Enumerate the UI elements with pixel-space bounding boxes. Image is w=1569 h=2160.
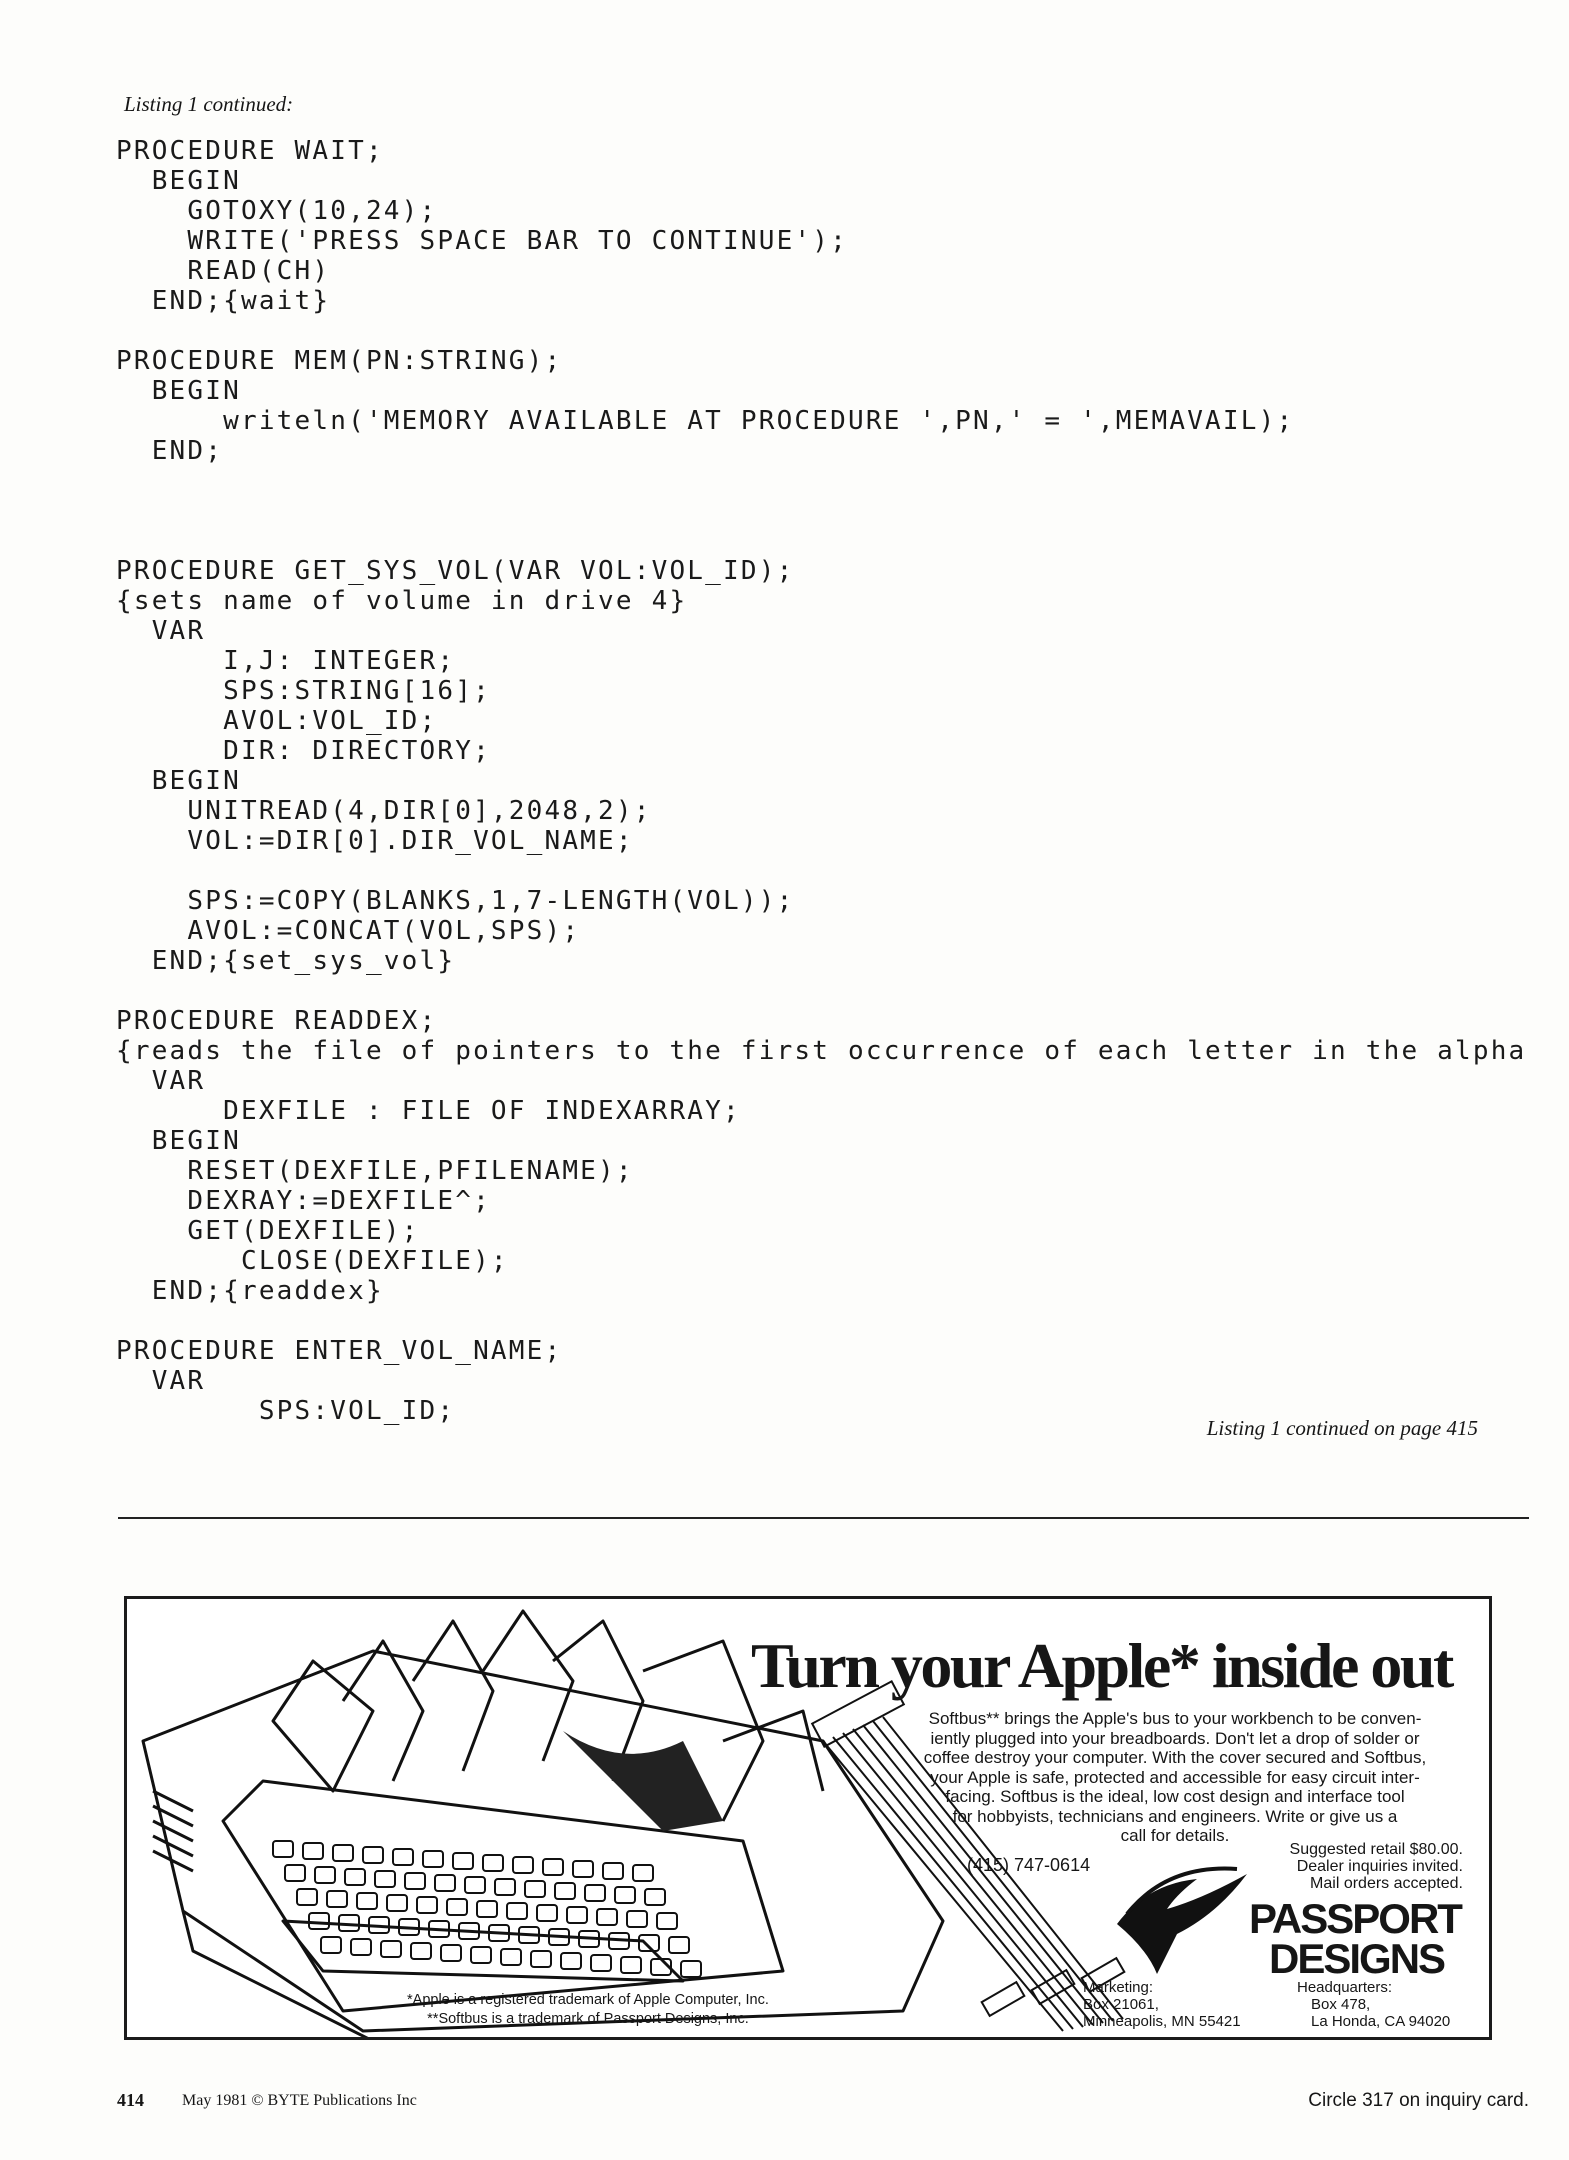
code-line: WRITE('PRESS SPACE BAR TO CONTINUE'); <box>116 226 848 256</box>
keyboard-key <box>633 1865 653 1881</box>
code-line: PROCEDURE ENTER_VOL_NAME; <box>116 1336 563 1366</box>
keyboard-key <box>423 1851 443 1867</box>
publication-line: May 1981 © BYTE Publications Inc <box>182 2092 417 2109</box>
keyboard-key <box>345 1869 365 1885</box>
keyboard-key <box>285 1865 305 1881</box>
keyboard-key <box>621 1957 641 1973</box>
code-line: VOL:=DIR[0].DIR_VOL_NAME; <box>116 826 634 856</box>
code-line: {reads the file of pointers to the first occurrence of each letter in the alpha <box>116 1036 1527 1066</box>
code-line: END;{readdex} <box>116 1276 384 1306</box>
trademark-line: **Softbus is a trademark of Passport Designs, Inc. <box>427 2011 749 2027</box>
logo-line: DESIGNS <box>1269 1935 1445 1982</box>
code-line: {sets name of volume in drive 4} <box>116 586 688 616</box>
keyboard-key <box>363 1847 383 1863</box>
keyboard-key <box>477 1901 497 1917</box>
code-line <box>116 976 1526 1006</box>
keyboard-key <box>645 1889 665 1905</box>
continuation-note: Listing 1 continued on page 415 <box>1206 1416 1478 1440</box>
code-line: I,J: INTEGER; <box>116 646 456 676</box>
code-line <box>116 316 1526 346</box>
keyboard-key <box>603 1863 623 1879</box>
keyboard-key <box>303 1843 323 1859</box>
keyboard-key <box>495 1879 515 1895</box>
ad-retail-info <box>1233 1841 1463 1892</box>
code-line: PROCEDURE MEM(PN:STRING); <box>116 346 563 376</box>
code-line: AVOL:=CONCAT(VOL,SPS); <box>116 916 581 946</box>
keyboard-key <box>375 1871 395 1887</box>
keyboard-key <box>435 1875 455 1891</box>
keyboard-key <box>585 1885 605 1901</box>
code-line: PROCEDURE WAIT; <box>116 136 384 166</box>
address-line: Box 21061, <box>1083 1996 1159 2013</box>
code-line: DIR: DIRECTORY; <box>116 736 491 766</box>
code-line: BEGIN <box>116 766 241 796</box>
code-line: BEGIN <box>116 376 241 406</box>
keyboard-key <box>405 1873 425 1889</box>
address-line: La Honda, CA 94020 <box>1311 2013 1451 2030</box>
keyboard-key <box>411 1943 431 1959</box>
keyboard-key <box>387 1895 407 1911</box>
page-number: 414 <box>117 2090 144 2110</box>
keyboard-key <box>681 1961 701 1977</box>
keyboard-key <box>321 1937 341 1953</box>
keyboard-key <box>393 1849 413 1865</box>
ad-body-copy <box>869 1709 1481 1846</box>
code-line: READ(CH) <box>116 256 331 286</box>
code-line: UNITREAD(4,DIR[0],2048,2); <box>116 796 652 826</box>
keyboard-key <box>525 1881 545 1897</box>
keyboard-key <box>273 1841 293 1857</box>
keyboard-key <box>561 1953 581 1969</box>
code-line: SPS:VOL_ID; <box>116 1396 456 1426</box>
keyboard-key <box>615 1887 635 1903</box>
code-line <box>116 466 1526 496</box>
code-line: DEXRAY:=DEXFILE^; <box>116 1186 491 1216</box>
code-line: END;{wait} <box>116 286 331 316</box>
keyboard-key <box>597 1909 617 1925</box>
code-line: PROCEDURE READDEX; <box>116 1006 438 1036</box>
keyboard-key <box>507 1903 527 1919</box>
keyboard-key <box>471 1947 491 1963</box>
section-divider <box>118 1517 1529 1519</box>
code-line <box>116 526 1526 556</box>
code-line: CLOSE(DEXFILE); <box>116 1246 509 1276</box>
headquarters-address <box>1297 1979 1450 2030</box>
address-line: Box 478, <box>1311 1996 1371 2013</box>
keyboard-key <box>537 1905 557 1921</box>
code-line <box>116 1306 1526 1336</box>
code-line <box>116 496 1526 526</box>
softbus-advertisement <box>124 1596 1492 2040</box>
keyboard-key <box>573 1861 593 1877</box>
code-line: END;{set_sys_vol} <box>116 946 456 976</box>
address-line: Headquarters: <box>1297 1979 1393 1996</box>
keyboard-key <box>513 1857 533 1873</box>
passport-bird-logo-icon <box>1107 1854 1257 1984</box>
keyboard-key <box>627 1911 647 1927</box>
code-line: SPS:STRING[16]; <box>116 676 491 706</box>
logo-line: PASSPORT <box>1249 1895 1461 1942</box>
code-line: AVOL:VOL_ID; <box>116 706 438 736</box>
ad-body-line: coffee destroy your computer. With the cover secured and Softbus, <box>923 1748 1427 1767</box>
keyboard-key <box>309 1913 329 1929</box>
keyboard-key <box>669 1937 689 1953</box>
trademark-notes <box>407 1991 769 2029</box>
keyboard-key <box>447 1899 467 1915</box>
keyboard-key <box>441 1945 461 1961</box>
code-line: GET(DEXFILE); <box>116 1216 420 1246</box>
code-line: DEXFILE : FILE OF INDEXARRAY; <box>116 1096 741 1126</box>
code-line <box>116 856 1526 886</box>
keyboard-key <box>315 1867 335 1883</box>
ad-body-line: Softbus** brings the Apple's bus to your workbench to be conven- <box>928 1709 1422 1728</box>
keyboard-key <box>567 1907 587 1923</box>
code-line: VAR <box>116 616 206 646</box>
ad-phone-number: (415) 747-0614 <box>967 1855 1091 1875</box>
code-line: SPS:=COPY(BLANKS,1,7-LENGTH(VOL)); <box>116 886 795 916</box>
address-line: Minneapolis, MN 55421 <box>1083 2013 1241 2030</box>
ad-body-line: your Apple is safe, protected and accessible for easy circuit inter- <box>930 1767 1420 1787</box>
keyboard-key <box>543 1859 563 1875</box>
keyboard-key <box>501 1949 521 1965</box>
keyboard-key <box>417 1897 437 1913</box>
keyboard-key <box>591 1955 611 1971</box>
ad-body-line: for hobbyists, technicians and engineers. Write or give us a <box>952 1806 1398 1826</box>
marketing-address <box>1083 1979 1241 2030</box>
keyboard-key <box>465 1877 485 1893</box>
keyboard-key <box>453 1853 473 1869</box>
code-line: VAR <box>116 1066 206 1096</box>
inquiry-card-note: Circle 317 on inquiry card. <box>1308 2090 1529 2111</box>
code-line: PROCEDURE GET_SYS_VOL(VAR VOL:VOL_ID); <box>116 556 795 586</box>
code-line: VAR <box>116 1366 206 1396</box>
code-line: writeln('MEMORY AVAILABLE AT PROCEDURE ',PN,' = ',MEMAVAIL); <box>116 406 1295 436</box>
ad-body-line: iently plugged into your breadboards. Don't let a drop of solder or <box>930 1728 1420 1748</box>
retail-line: Mail orders accepted. <box>1310 1875 1463 1892</box>
trademark-line: *Apple is a registered trademark of Apple Computer, Inc. <box>407 1992 769 2008</box>
ad-headline: Turn your Apple* inside out <box>751 1630 1452 1701</box>
code-line: RESET(DEXFILE,PFILENAME); <box>116 1156 634 1186</box>
keyboard-key <box>555 1883 575 1899</box>
keyboard-key <box>351 1939 371 1955</box>
address-line: Marketing: <box>1083 1979 1154 1996</box>
keyboard-key <box>333 1845 353 1861</box>
ad-body-line: facing. Softbus is the ideal, low cost design and interface tool <box>945 1787 1405 1806</box>
code-line: END; <box>116 436 224 466</box>
code-line: BEGIN <box>116 1126 241 1156</box>
code-line: BEGIN <box>116 166 241 196</box>
keyboard-key <box>381 1941 401 1957</box>
code-line: GOTOXY(10,24); <box>116 196 438 226</box>
ad-body-line: call for details. <box>1120 1826 1230 1845</box>
keyboard-key <box>357 1893 377 1909</box>
keyboard-key <box>531 1951 551 1967</box>
keyboard-key <box>327 1891 347 1907</box>
passport-designs-wordmark <box>1249 1895 1461 1982</box>
keyboard-key <box>657 1913 677 1929</box>
code-listing <box>116 136 1526 1426</box>
keyboard-key <box>297 1889 317 1905</box>
retail-line: Suggested retail $80.00. <box>1289 1841 1463 1858</box>
retail-line: Dealer inquiries invited. <box>1296 1858 1463 1875</box>
listing-header: Listing 1 continued: <box>124 92 294 116</box>
keyboard-key <box>483 1855 503 1871</box>
